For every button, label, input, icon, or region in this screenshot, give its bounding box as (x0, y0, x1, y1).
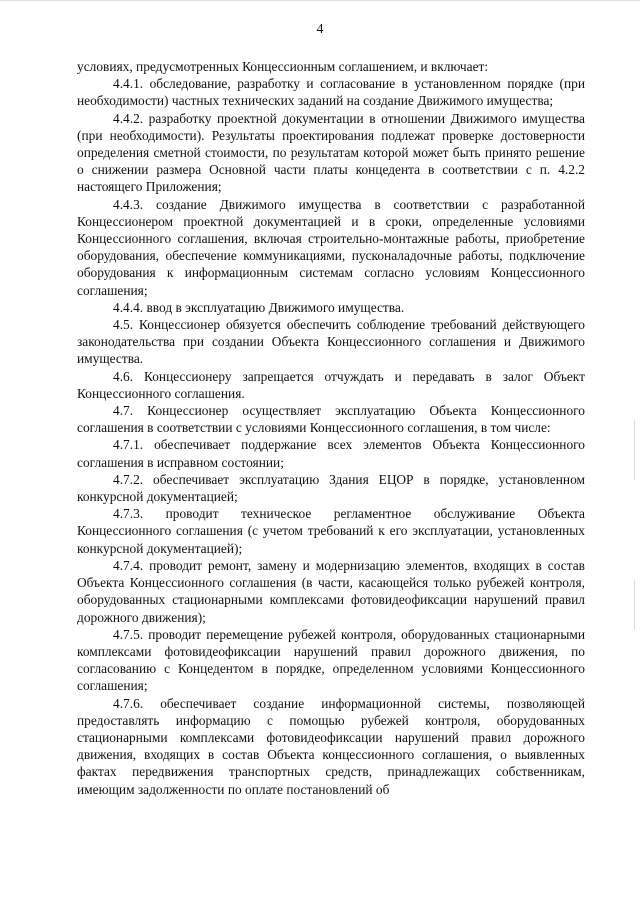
page-number: 4 (316, 22, 324, 37)
paragraph: 4.7.3. проводит техническое регламентное обслуживание Объекта Концессионного соглашения (с учетом требований к его эксплуатации, установленных конкурсной документацией); (77, 506, 585, 556)
paragraph: 4.4.4. ввод в эксплуатацию Движимого имущества. (113, 299, 405, 315)
paragraph: 4.7.1. обеспечивает поддержание всех элементов Объекта Концессионного соглашения в исправном состоянии; (77, 437, 585, 470)
paragraph: 4.6. Концессионеру запрещается отчуждать и передавать в залог Объект Концессионного соглашения. (77, 368, 585, 401)
scan-edge-mark (634, 420, 635, 480)
paragraph: условиях, предусмотренных Концессионным соглашением, и включает: (77, 59, 489, 74)
paragraph: 4.5. Концессионер обязуется обеспечить соблюдение требований действующего законодательства при создании Объекта Концессионного соглашения и Движимого имущества. (77, 317, 585, 367)
paragraph: 4.7.4. проводит ремонт, замену и модернизацию элементов, входящих в состав Объекта Концессионного соглашения (в части, касающейся только рубежей контроля, оборудованных стационарными комплексами фотовидеофиксации нарушений правил дорожного движения); (77, 557, 585, 625)
paragraph: 4.7.2. обеспечивает эксплуатацию Здания ЕЦОР в порядке, установленном конкурсной документацией; (77, 471, 585, 505)
paragraph: 4.7. Концессионер осуществляет эксплуатацию Объекта Концессионного соглашения в соответствии с условиями Концессионного соглашения, в том числе: (77, 403, 585, 436)
scan-edge-mark (0, 0, 640, 1)
document-body (77, 58, 585, 798)
paragraph: 4.7.6. обеспечивает создание информационной системы, позволяющей предоставлять информацию с помощью рубежей контроля, оборудованных стационарными комплексами фотовидеофиксации нарушений правил дорожного движения, входящих в состав Объекта концессионного соглашения, о выявленных фактах передвижения транспортных средств, принадлежащих собственникам, имеющим задолженности по оплате постановлений об (77, 695, 585, 797)
paragraph: 4.4.1. обследование, разработку и согласование в установленном порядке (при необходимости) частных технических заданий на создание Движимого имущества; (77, 76, 585, 109)
paragraph: 4.4.2. разработку проектной документации в отношении Движимого имущества (при необходимости). Результаты проектирования подлежат проверке достоверности определения сметной стоимости, по результатам которой может быть принято решение о снижении размера Основной части платы концедента в соответствии с п. 4.2.2 настоящего Приложения; (77, 110, 585, 195)
paragraph: 4.7.5. проводит перемещение рубежей контроля, оборудованных стационарными комплексами фотовидеофиксации нарушений правил дорожного движения, по согласованию с Концедентом в порядке, определенном условиями Концессионного соглашения; (77, 626, 585, 694)
scan-edge-mark (634, 580, 635, 630)
paragraph: 4.4.3. создание Движимого имущества в соответствии с разработанной Концессионером проектной документацией и в сроки, определенные условиями Концессионного соглашения, включая строительно-монтажные работы, приобретение оборудования, обеспечение коммуникациями, пусконаладочные работы, подключение оборудования к информационным системам согласно условиям Концессионного соглашения; (77, 196, 585, 298)
